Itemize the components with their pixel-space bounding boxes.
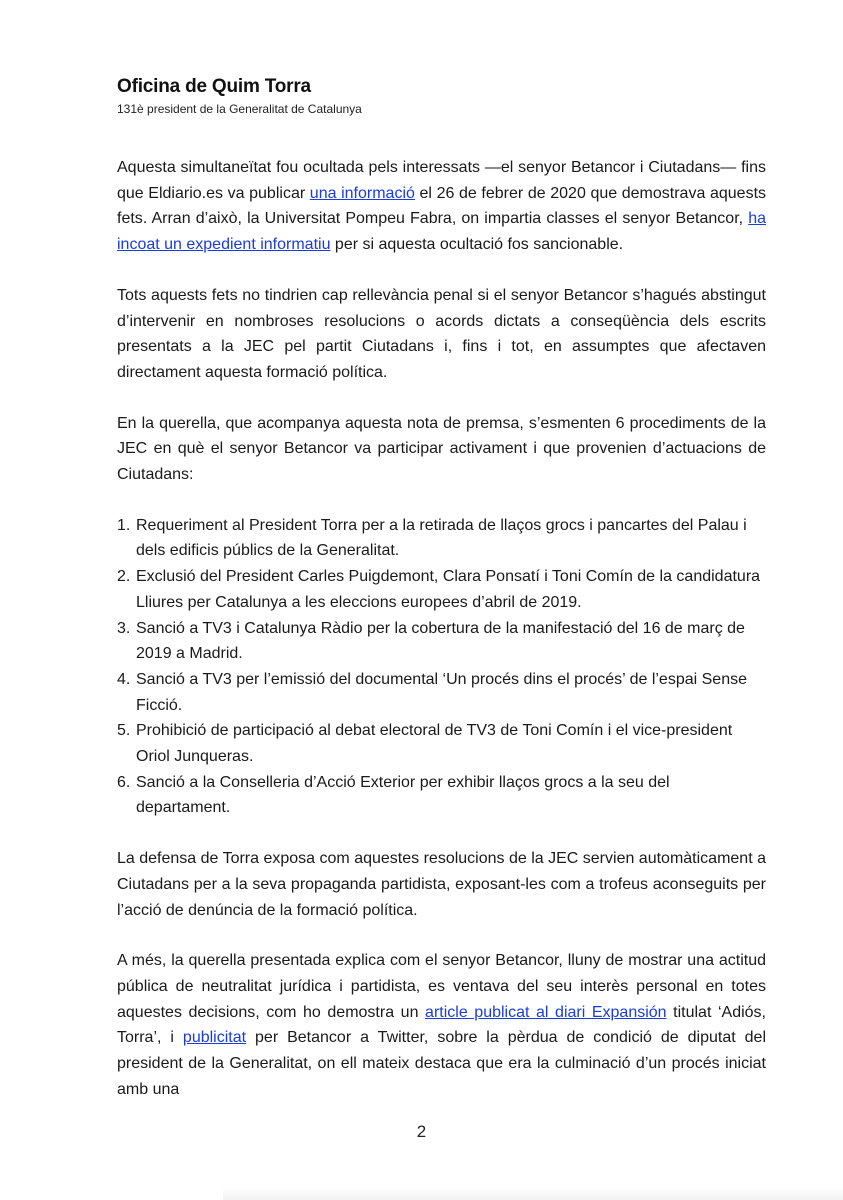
page-number: 2 (416, 1122, 427, 1141)
procedures-list (117, 513, 766, 821)
paragraph-5 (117, 948, 766, 1102)
list-item-text: Requeriment al President Torra per a la retirada de llaços grocs i pancartes del Palau i dels edificis públics de la Generalitat. (136, 516, 747, 560)
document-body (117, 155, 766, 1103)
list-item (117, 718, 766, 769)
list-item-text: Sanció a TV3 i Catalunya Ràdio per la cobertura de la manifestació del 16 de març de 2019 a Madrid. (136, 619, 745, 663)
document-header (117, 76, 362, 116)
list-item (117, 564, 766, 615)
list-item (117, 770, 766, 821)
organization-subtitle: 131è president de la Generalitat de Catalunya (117, 102, 362, 116)
list-item-number: 3. (117, 619, 131, 637)
organization-name: Oficina de Quim Torra (117, 76, 311, 97)
list-item-number: 1. (117, 516, 131, 534)
list-item-number: 2. (117, 568, 131, 586)
list-item-number: 4. (117, 670, 131, 688)
paragraph-3: En la querella, que acompanya aquesta nota de premsa, s’esmenten 6 procediments de la JEC en què el senyor Betancor va participar activament i que provenien d’actuacions de Ciutadans: (117, 414, 766, 484)
list-item (117, 513, 766, 564)
paragraph-2: Tots aquests fets no tindrien cap rellevància penal si el senyor Betancor s’hagués abstingut d’intervenir en nombroses resolucions o acords dictats a conseqüència dels escrits presentats a la JEC pel partit Ciutadans i, fins i tot, en assumptes que afectaven directament aquesta formació política. (117, 286, 766, 381)
paragraph-1-text-b: el 26 de febrer de 2020 que demostrava aquests fets. Arran d’això, la Universitat Pompeu Fabra, on impartia classes el senyor Betancor, (117, 184, 767, 228)
paragraph-5-text-a: A més, la querella presentada explica com el senyor Betancor, lluny de mostrar una actitud pública de neutralitat jurídica i partidista, es ventava del seu interès personal en totes aquestes decisions, com ho demostra un (117, 952, 766, 1021)
paragraph-5-text-b: titulat ‘Adiós, Torra’, i (117, 1003, 766, 1047)
link-una-informacio[interactable]: una informació (309, 184, 415, 202)
page-edge-shadow (223, 1186, 843, 1200)
list-item-text: Sanció a la Conselleria d’Acció Exterior per exhibir llaços grocs a la seu del departament. (136, 773, 670, 817)
link-expedient-informatiu[interactable]: ha incoat un expedient informatiu (117, 210, 766, 254)
list-item-text: Sanció a TV3 per l’emissió del documental ‘Un procés dins el procés’ de l’espai Sense Ficció. (136, 670, 747, 714)
link-publicitat[interactable]: publicitat (182, 1029, 247, 1047)
list-item-text: Prohibició de participació al debat electoral de TV3 de Toni Comín i el vice-president Oriol Junqueras. (136, 722, 733, 766)
list-item (117, 667, 766, 718)
link-article-expansion[interactable]: article publicat al diari Expansión (425, 1003, 667, 1021)
list-item (117, 616, 766, 667)
paragraph-1-text-a: Aquesta simultaneïtat fou ocultada pels interessats —el senyor Betancor i Ciutadans— fins que Eldiario.es va publicar (117, 159, 766, 202)
list-item-number: 5. (117, 722, 131, 740)
paragraph-1-text-c: per si aquesta ocultació fos sancionable. (330, 236, 624, 254)
paragraph-1 (117, 155, 766, 258)
list-item-number: 6. (117, 773, 131, 791)
paragraph-5-text-c: per Betancor a Twitter, sobre la pèrdua de condició de diputat del president de la Generalitat, on ell mateix destaca que era la culminació d’un procés iniciat amb una (117, 1029, 766, 1098)
paragraph-4: La defensa de Torra exposa com aquestes resolucions de la JEC servien automàticament a Ciutadans per a la seva propaganda partidista, exposant-les com a trofeus aconseguits per l’acció de denúncia de la formació política. (117, 850, 766, 919)
list-item-text: Exclusió del President Carles Puigdemont, Clara Ponsatí i Toni Comín de la candidatura Lliures per Catalunya a les eleccions europees d’abril de 2019. (136, 568, 761, 611)
